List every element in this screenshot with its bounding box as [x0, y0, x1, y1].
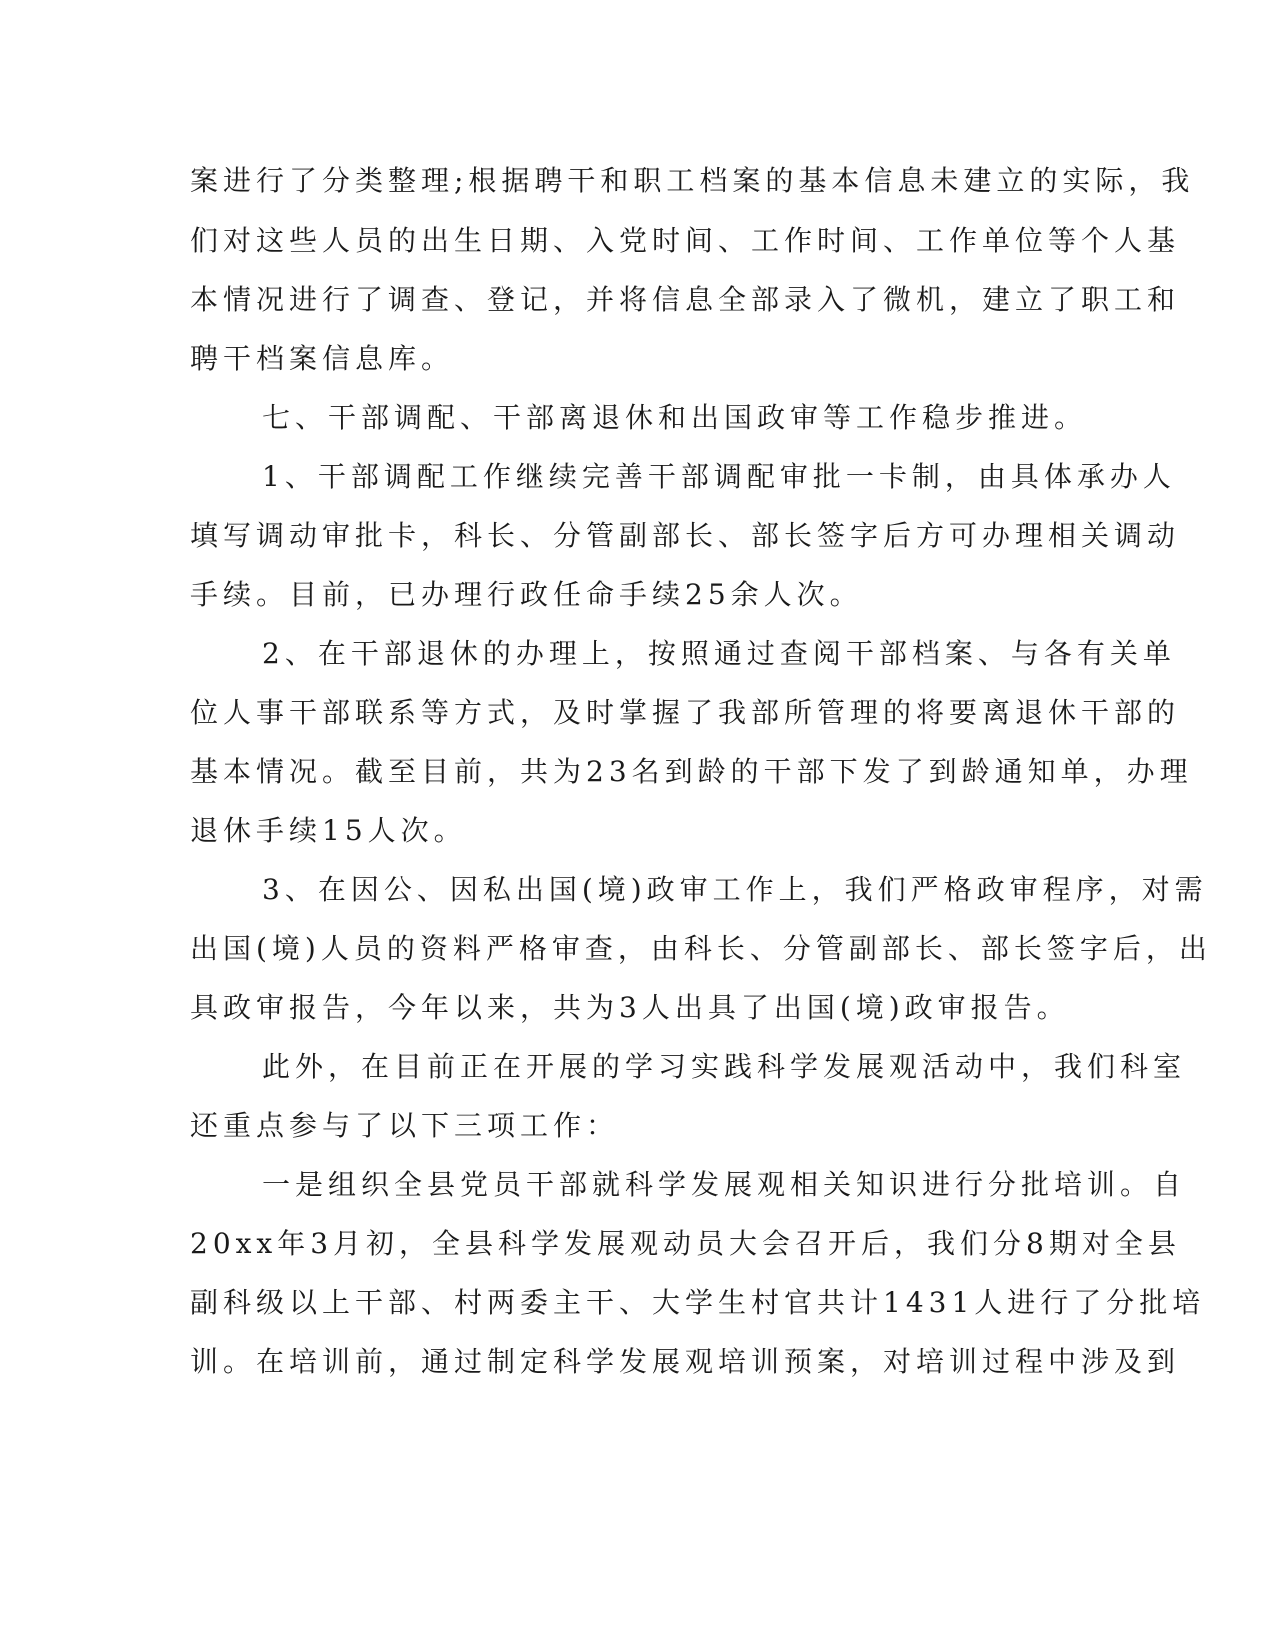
body-text-line: 们对这些人员的出生日期、入党时间、工作时间、工作单位等个人基	[190, 224, 1181, 257]
body-text-line: 退休手续15人次。	[190, 814, 467, 847]
body-text-line: 一是组织全县党员干部就科学发展观相关知识进行分批培训。自	[262, 1168, 1187, 1201]
body-text-line: 本情况进行了调查、登记，并将信息全部录入了微机，建立了职工和	[190, 283, 1181, 316]
body-text-line: 具政审报告，今年以来，共为3人出具了出国(境)政审报告。	[190, 991, 1070, 1024]
body-text-line: 填写调动审批卡，科长、分管副部长、部长签字后方可办理相关调动	[190, 519, 1181, 552]
body-text-line: 出国(境)人员的资料严格审查，由科长、分管副部长、部长签字后，出	[190, 932, 1212, 965]
body-text-line: 位人事干部联系等方式，及时掌握了我部所管理的将要离退休干部的	[190, 696, 1181, 729]
body-text-line: 训。在培训前，通过制定科学发展观培训预案，对培训过程中涉及到	[190, 1345, 1181, 1378]
body-text-line: 案进行了分类整理;根据聘干和职工档案的基本信息未建立的实际，我	[190, 164, 1195, 197]
body-text-line: 手续。目前，已办理行政任命手续25余人次。	[190, 578, 863, 611]
body-text-line: 3、在因公、因私出国(境)政审工作上，我们严格政审程序，对需	[262, 873, 1208, 906]
body-text-line: 聘干档案信息库。	[190, 342, 455, 375]
body-text-line: 此外，在目前正在开展的学习实践科学发展观活动中，我们科室	[262, 1050, 1187, 1083]
body-text-line: 1、干部调配工作继续完善干部调配审批一卡制，由具体承办人	[262, 460, 1176, 493]
section-heading: 七、干部调配、干部离退休和出国政审等工作稳步推进。	[262, 401, 1088, 434]
body-text-line: 20xx年3月初，全县科学发展观动员大会召开后，我们分8期对全县	[190, 1227, 1181, 1260]
body-text-line: 还重点参与了以下三项工作：	[190, 1109, 620, 1142]
body-text-line: 2、在干部退休的办理上，按照通过查阅干部档案、与各有关单	[262, 637, 1176, 670]
body-text-line: 副科级以上干部、村两委主干、大学生村官共计1431人进行了分批培	[190, 1286, 1206, 1319]
body-text-line: 基本情况。截至目前，共为23名到龄的干部下发了到龄通知单，办理	[190, 755, 1193, 788]
